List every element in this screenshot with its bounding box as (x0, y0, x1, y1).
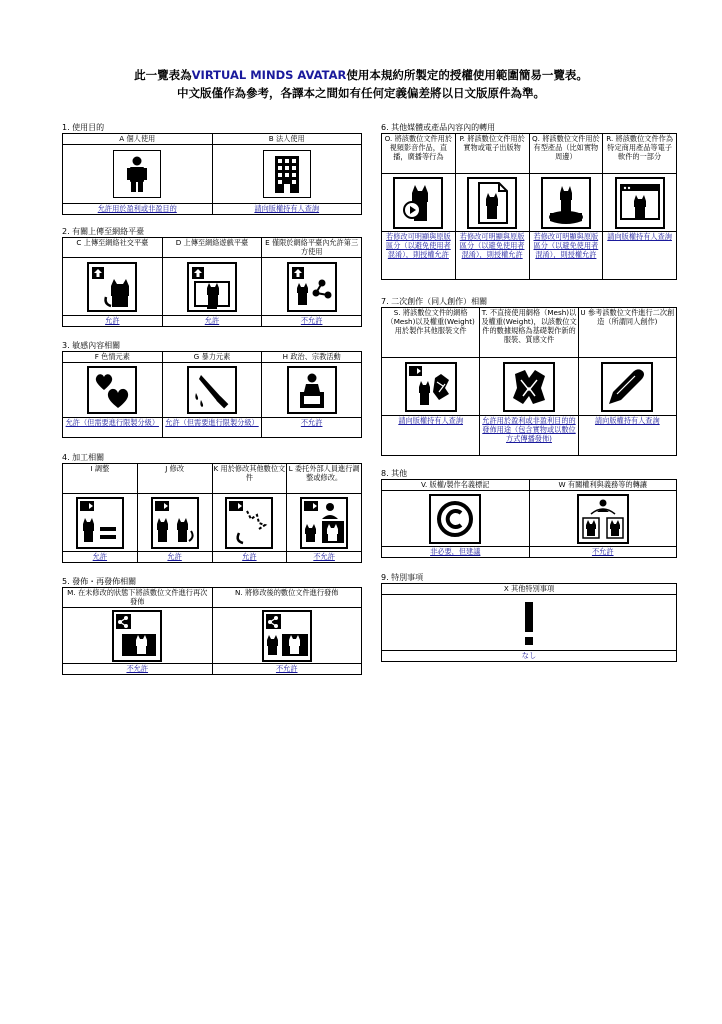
section-title: 9. 特別事項 (381, 573, 424, 582)
outsource-icon (287, 494, 362, 552)
answer-text: 不允許 (287, 552, 362, 563)
column-label: U 參考該數位文件進行二次創造（所謂同人創作) (578, 308, 676, 358)
exclamation-icon (382, 595, 677, 651)
column-label: M. 在未修改的狀態下將該數位文件進行再次發佈 (63, 588, 213, 608)
answer-text: 不允許 (212, 664, 362, 675)
answer-text: 允許（但需要進行限製分級） (162, 418, 262, 438)
section-title: 2. 有關上傳至網絡平臺 (62, 227, 145, 236)
column-label: V. 版權/製作名義標記 (382, 480, 530, 491)
podium-icon (262, 363, 362, 418)
section-distribution (62, 576, 362, 675)
redistribute-modified-icon (212, 608, 362, 664)
section-usage-purpose (62, 122, 362, 215)
answer-text: 允許用於盈利或非盈目的 (63, 204, 213, 215)
section-table (62, 587, 362, 675)
answer-text: 允許 (63, 552, 138, 563)
answer-text: 請向版權持有人查詢 (603, 232, 677, 280)
answer-text: 若修改可明顯與原版區分（以避免使用者混淆），則授權允許 (455, 232, 529, 280)
person-icon (63, 145, 213, 204)
section-table (62, 237, 362, 327)
section-title: 1. 使用目的 (62, 123, 105, 132)
section-table (62, 351, 362, 438)
answer-text: 允許 (63, 316, 163, 327)
answer-text: 不允許 (262, 418, 362, 438)
answer-text: 允許（但需要進行限製分級） (63, 418, 163, 438)
header-text: 使用本規約所製定的授權使用範圍簡易一覽表。 (346, 68, 588, 82)
section-title: 6. 其他媒體或產品內容內的轉用 (381, 123, 496, 132)
answer-text: 不允許 (63, 664, 213, 675)
section-title: 8. 其他 (381, 469, 408, 478)
section-table (62, 463, 362, 563)
column-label: N. 將修改後的數位文件進行發佈 (212, 588, 362, 608)
answer-text: 若修改可明顯與原版區分（以避免使用者混淆），則授權允許 (382, 232, 456, 280)
column-label: C 上傳至網絡社交平臺 (63, 238, 163, 258)
upload-game-icon (162, 258, 262, 316)
section-special-notes (381, 572, 677, 662)
brand-name: VIRTUAL MINDS AVATAR (191, 68, 347, 82)
answer-text: 請向版權持有人查詢 (382, 416, 480, 456)
modify-icon (137, 494, 212, 552)
section-processing (62, 452, 362, 563)
header-text: 此一覽表為 (134, 68, 192, 82)
share-third-party-icon (262, 258, 362, 316)
transfer-rights-icon (529, 491, 677, 547)
column-label: J 修改 (137, 464, 212, 494)
header-line-2: 中文版僅作為參考，各譯本之間如有任何定義偏差將以日文版原件為準。 (177, 86, 545, 100)
column-label: D 上傳至網絡遊戲平臺 (162, 238, 262, 258)
column-label: S. 將該數位文件的網格（Mesh)以及權重(Weight)用於製作其他服裝文件 (382, 308, 480, 358)
section-upload (62, 226, 362, 327)
upload-social-icon (63, 258, 163, 316)
mesh-clothing-icon (382, 358, 480, 416)
column-label: B 法人使用 (212, 134, 362, 145)
section-table (381, 479, 677, 558)
column-label: K 用於修改其他數位文件 (212, 464, 287, 494)
building-icon (212, 145, 362, 204)
section-title: 7. 二次創作（同人創作）相關 (381, 297, 488, 306)
answer-text: 請向版權持有人查詢 (212, 204, 362, 215)
column-label: H 政治、宗教活動 (262, 352, 362, 363)
section-other-media (381, 122, 677, 280)
section-table (62, 133, 362, 215)
answer-text: 請向版權持有人查詢 (578, 416, 676, 456)
column-label: E 僅限於網絡平臺內允許第三方使用 (262, 238, 362, 258)
column-label: O. 將該數位文件用於視頻影音作品，直播，廣播等行為 (382, 134, 456, 174)
adjust-icon (63, 494, 138, 552)
column-label: W 有關權利與義務等的轉讓 (529, 480, 677, 491)
answer-text: 允許用於盈利或非盈利目的的發佈用途（包含實物或以數位方式傳播發佈) (480, 416, 578, 456)
new-clothing-icon (480, 358, 578, 416)
answer-text: 允許 (162, 316, 262, 327)
software-icon (603, 174, 677, 232)
column-label: P. 將該數位文件用於實物或電子出版物 (455, 134, 529, 174)
answer-text: 不允許 (262, 316, 362, 327)
section-table (381, 307, 677, 456)
hearts-icon (63, 363, 163, 418)
video-icon (382, 174, 456, 232)
section-table (381, 133, 677, 280)
column-label: F 色情元素 (63, 352, 163, 363)
answer-text: 允許 (212, 552, 287, 563)
column-label: Q. 將該數位文件用於有型產品（比如實物周邊） (529, 134, 603, 174)
section-title: 5. 發佈・再發佈相關 (62, 577, 137, 586)
section-derivative-works (381, 296, 677, 456)
copyright-icon (382, 491, 530, 547)
answer-text: 非必要，但建議 (382, 547, 530, 558)
column-label: G 暴力元素 (162, 352, 262, 363)
section-table (381, 583, 677, 662)
column-label: A 個人使用 (63, 134, 213, 145)
answer-text: 若修改可明顯與原版區分（以避免使用者混淆），則授權允許 (529, 232, 603, 280)
use-other-icon (212, 494, 287, 552)
redistribute-icon (63, 608, 213, 664)
column-label: X 其他特別事項 (382, 584, 677, 595)
column-label: L 委托外部人員進行調整或修改。 (287, 464, 362, 494)
answer-text: なし (382, 651, 677, 662)
column-label: I 調整 (63, 464, 138, 494)
answer-text: 不允許 (529, 547, 677, 558)
header-line-1 (0, 66, 722, 84)
document-icon (455, 174, 529, 232)
page-header (0, 66, 722, 102)
pen-icon (578, 358, 676, 416)
column-label: T. 不直接使用網格（Mesh)以及權重(Weight)，以該數位文件的數據規格為基礎製作新的服裝、質感文件 (480, 308, 578, 358)
section-title: 3. 敏感內容相關 (62, 341, 121, 350)
section-title: 4. 加工相關 (62, 453, 105, 462)
column-label: R. 將該數位文件作為特定商用產品等電子軟件的一部分 (603, 134, 677, 174)
section-other (381, 468, 677, 558)
section-sensitive-content (62, 340, 362, 438)
answer-text: 允許 (137, 552, 212, 563)
knife-icon (162, 363, 262, 418)
figure-icon (529, 174, 603, 232)
